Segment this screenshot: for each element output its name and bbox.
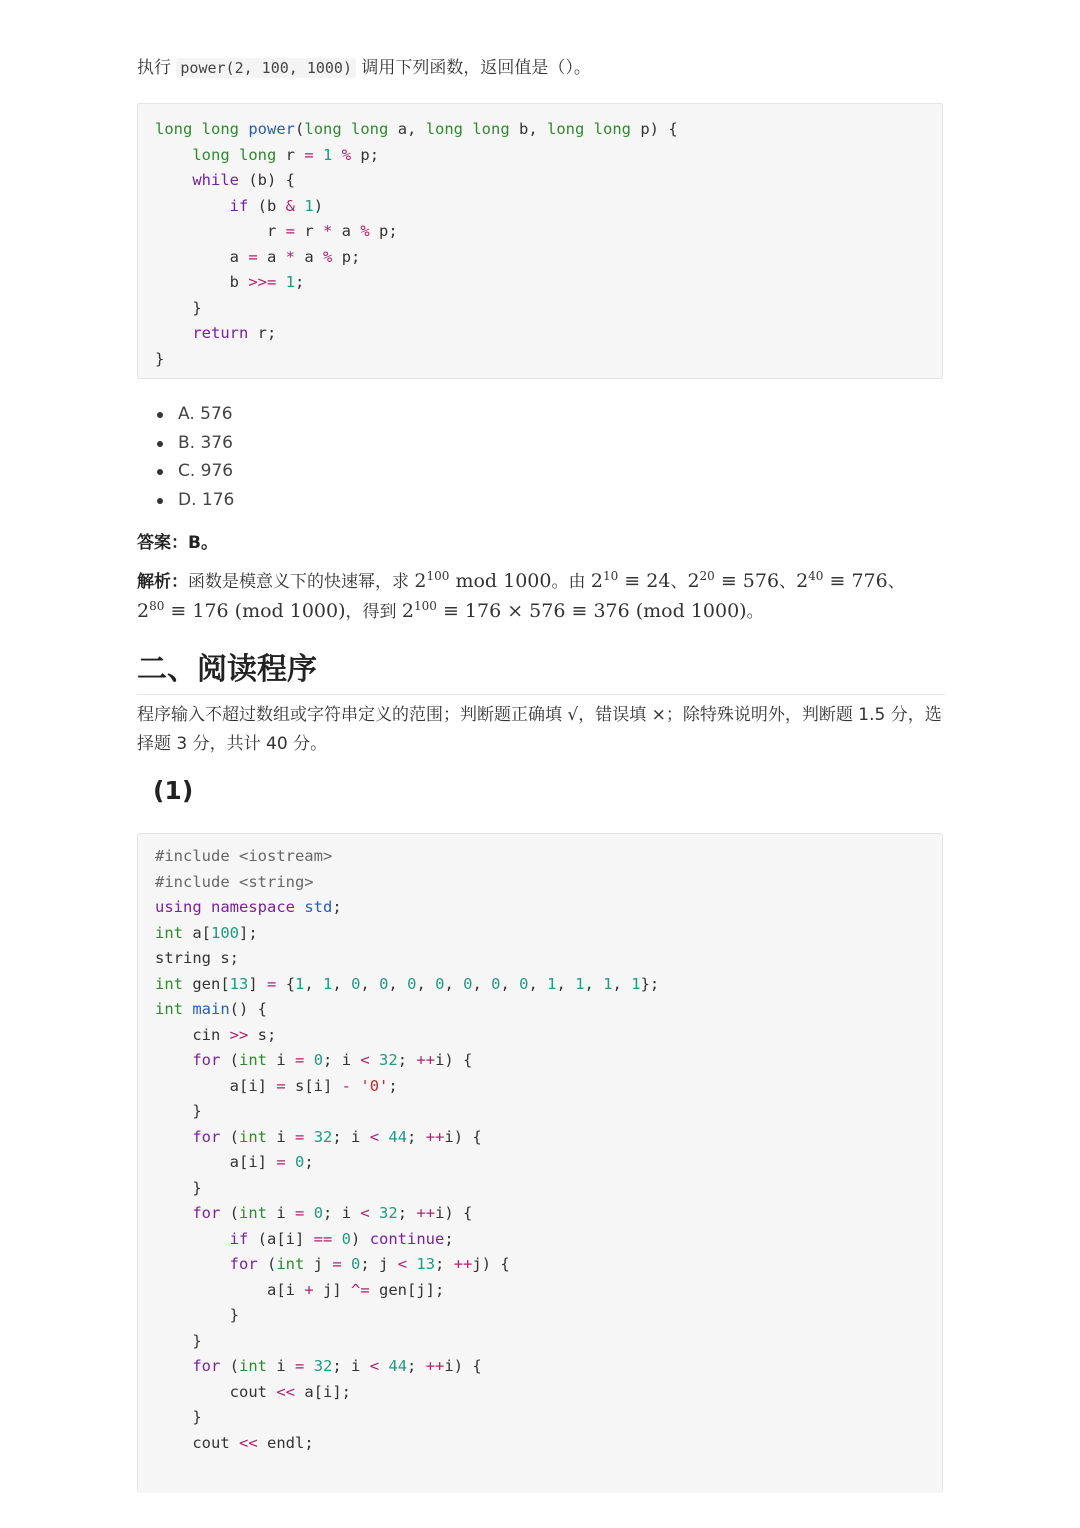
section-heading: 二、阅读程序 [137,644,945,695]
question-intro [137,55,591,81]
analysis-text-2: 。由 [551,572,591,592]
answer-options [137,400,234,514]
option-b: B. 376 [137,429,234,458]
option-d: D. 176 [137,486,234,515]
section-rules: 程序输入不超过数组或字符串定义的范围；判断题正确填 √，错误填 ×；除特殊说明外，判断题 1.5 分，选择题 3 分，共计 40 分。 [137,705,942,754]
answer-line: 答案：B。 [137,533,218,553]
analysis-text-3: ，得到 [345,602,402,622]
subsection-heading: (1) [153,776,194,805]
intro-after: 调用下列函数，返回值是（）。 [361,58,591,78]
intro-before: 执行 [137,58,171,78]
call-code: power(2, 100, 1000) [176,58,356,78]
analysis-text-1: 函数是模意义下的快速幂，求 [188,572,415,592]
power-code-block: long long power(long long a, long long b, long long p) { long long r = 1 % p; while (b) { if (b & 1) r = r * a % p; a = a * a % p; b >>= 1; } return r; } [137,103,943,379]
analysis-text-4: 。 [746,602,764,622]
program-code-block: #include <iostream> #include <string> using namespace std; int a[100]; string s; int gen[13] = {1, 1, 0, 0, 0, 0, 0, 0, 0, 1, 1, 1, 1}; int main() { cin >> s; for (int i = 0; i < 32; ++i) { a[i] = s[i] - '0'; } for (int i = 32; i < 44; ++i) { a[i] = 0; } for (int i = 0; i < 32; ++i) { if (a[i] == 0) continue; for (int j = 0; j < 13; ++j) { a[i + j] ^= gen[j]; } } for (int i = 32; i < 44; ++i) { cout << a[i]; } cout << endl; [137,833,943,1493]
option-c: C. 976 [137,457,234,486]
analysis-label: 解析： [137,572,188,592]
option-a: A. 576 [137,400,234,429]
analysis-paragraph: 解析：函数是模意义下的快速幂，求 $2^{100}$ mod 1000。由 $2^{10} \equiv 24$、$2^{20} \equiv 576$、$2^{40} \equiv 776$、 $2^{80} \equiv 176$ (mod 1000)，得到 $2^{100} \equiv 176 \times 576 \equiv 376$ (mod 1000)。 [137,569,905,622]
